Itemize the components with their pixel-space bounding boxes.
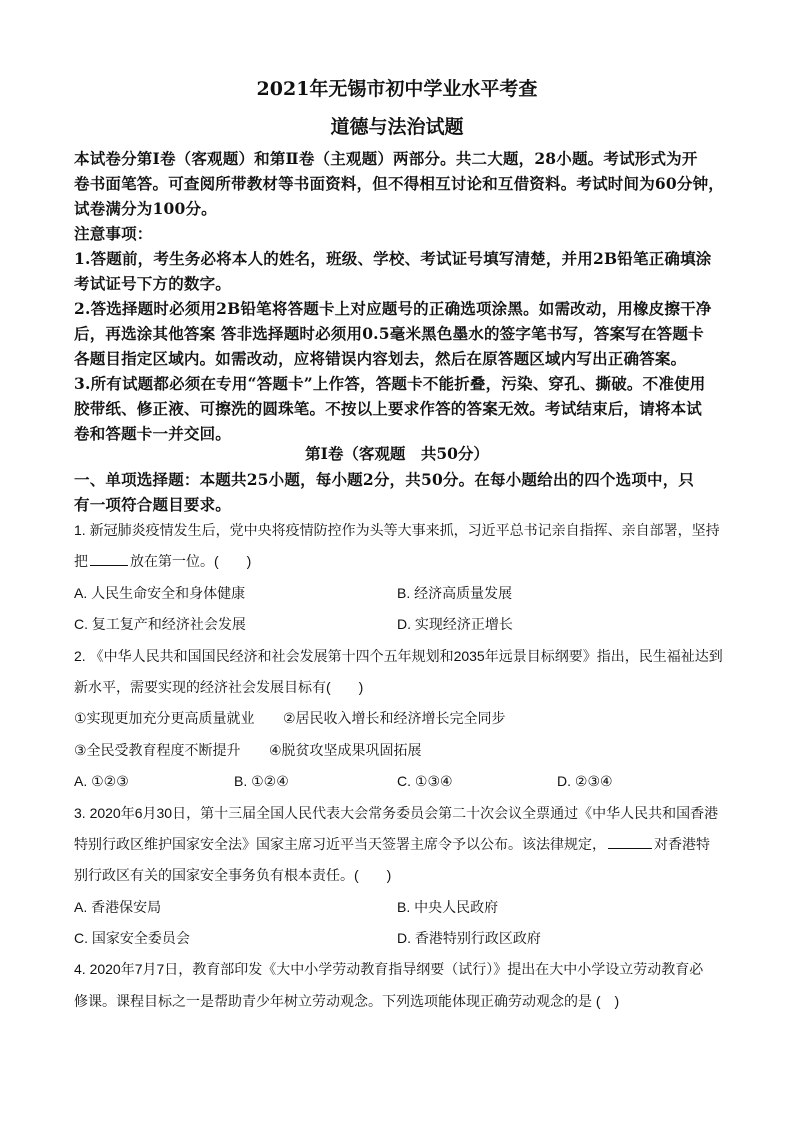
notes-line: 3.所有试题都必须在专用“答题卡”上作答，答题卡不能折叠，污染、穿孔、撕破。不准使用 (74, 374, 706, 393)
q1-option-c: C. 复工复产和经济社会发展 (74, 616, 246, 632)
notes-heading: 注意事项： (74, 224, 153, 243)
q1-option-b: B. 经济高质量发展 (397, 585, 513, 601)
q1-stem-part: 把 (74, 553, 88, 569)
q2-option-a: A. ①②③ (74, 773, 129, 789)
notes-line: 考试证号下方的数字。 (74, 274, 232, 293)
q3-option-c: C. 国家安全委员会 (74, 930, 190, 946)
answer-blank (608, 836, 652, 849)
q2-option-b: B. ①②④ (234, 773, 289, 789)
q2-stem-line-2: 新水平，需要实现的经济社会发展目标有( ) (74, 679, 364, 695)
q4-stem-line-2: 修课。课程目标之一是帮助青少年树立劳动观念。下列选项能体现正确劳动观念的是 ( ) (74, 993, 620, 1009)
q1-stem-line: 1. 新冠肺炎疫情发生后，党中央将疫情防控作为头等大事来抓，习近平总书记亲自指挥、亲自部署，坚持 (74, 522, 720, 538)
q3-stem-line-3: 别行政区有关的国家安全事务负有根本责任。( ) (74, 867, 392, 883)
answer-blank (90, 553, 128, 566)
q3-stem-part: 对香港特 (654, 836, 710, 852)
notes-line: 后，再选涂其他答案 答非选择题时必须用0.5毫米黑色墨水的签字笔书写，答案写在答题卡 (74, 324, 704, 343)
notes-line: 1.答题前，考生务必将本人的姓名，班级、学校、考试证号填写清楚，并用2B铅笔正确填涂 (74, 249, 712, 268)
intro-paragraph (74, 146, 724, 221)
notes-line: 2.答选择题时必须用2B铅笔将答题卡上对应题号的正确选项涂黑。如需改动，用橡皮擦干净 (74, 299, 712, 318)
instruction-line: 一、单项选择题：本题共25小题，每小题2分，共50分。在每小题给出的四个选项中，只 (74, 470, 695, 489)
notes-line: 各题目指定区域内。如需改动，应将错误内容划去，然后在原答题区域内写出正确答案。 (74, 349, 687, 368)
q2-statement-2: ②居民收入增长和经济增长完全同步 (283, 710, 506, 726)
exam-subtitle: 道德与法治试题 (330, 116, 464, 138)
q4-stem-line: 4. 2020年7月7日，教育部印发《大中小学劳动教育指导纲要（试行）》提出在大中小学设立劳动教育必 (74, 961, 704, 977)
q1-stem-line-2 (74, 551, 251, 571)
intro-line: 本试卷分第Ⅰ卷（客观题）和第Ⅱ卷（主观题）两部分。共二大题，28小题。考试形式为开 (74, 149, 698, 168)
exam-title: 2021年无锡市初中学业水平考查 (256, 78, 538, 100)
q3-option-b: B. 中央人民政府 (397, 899, 499, 915)
instruction-line: 有一项符合题目要求。 (74, 495, 232, 514)
q3-option-d: D. 香港特别行政区政府 (397, 930, 541, 946)
q3-stem-line: 3. 2020年6月30日，第十三届全国人民代表大会常务委员会第二十次会议全票通过《中华人民共和国香港 (74, 805, 719, 821)
intro-line: 试卷满分为100分。 (74, 199, 217, 218)
q2-stem-line: 2. 《中华人民共和国国民经济和社会发展第十四个五年规划和2035年远景目标纲要》指出，民生福祉达到 (74, 648, 723, 664)
q2-statement-3: ③全民受教育程度不断提升 (74, 742, 241, 758)
q1-option-d: D. 实现经济正增长 (397, 616, 513, 632)
q3-stem-part: 特别行政区维护国家安全法》国家主席习近平当天签署主席令予以公布。该法律规定， (74, 836, 606, 852)
part1-heading: 第Ⅰ卷（客观题 共50分） (305, 444, 489, 463)
q2-option-c: C. ①③④ (397, 773, 453, 789)
q3-stem-line-2 (74, 834, 710, 854)
part1-instructions (74, 467, 724, 517)
q2-statement-1: ①实现更加充分更高质量就业 (74, 710, 255, 726)
notes-section (74, 221, 724, 446)
q2-option-d: D. ②③④ (557, 773, 613, 789)
notes-line: 卷和答题卡一并交回。 (74, 424, 232, 443)
q3-option-a: A. 香港保安局 (74, 899, 162, 915)
q1-option-a: A. 人民生命安全和身体健康 (74, 585, 246, 601)
q2-statement-4: ④脱贫攻坚成果巩固拓展 (269, 742, 422, 758)
notes-line: 胶带纸、修正液、可擦洗的圆珠笔。不按以上要求作答的答案无效。考试结束后，请将本试 (74, 399, 703, 418)
q1-stem-part: 放在第一位。( ) (130, 553, 252, 569)
intro-line: 卷书面笔答。可查阅所带教材等书面资料，但不得相互讨论和互借资料。考试时间为60分钟， (74, 174, 724, 193)
